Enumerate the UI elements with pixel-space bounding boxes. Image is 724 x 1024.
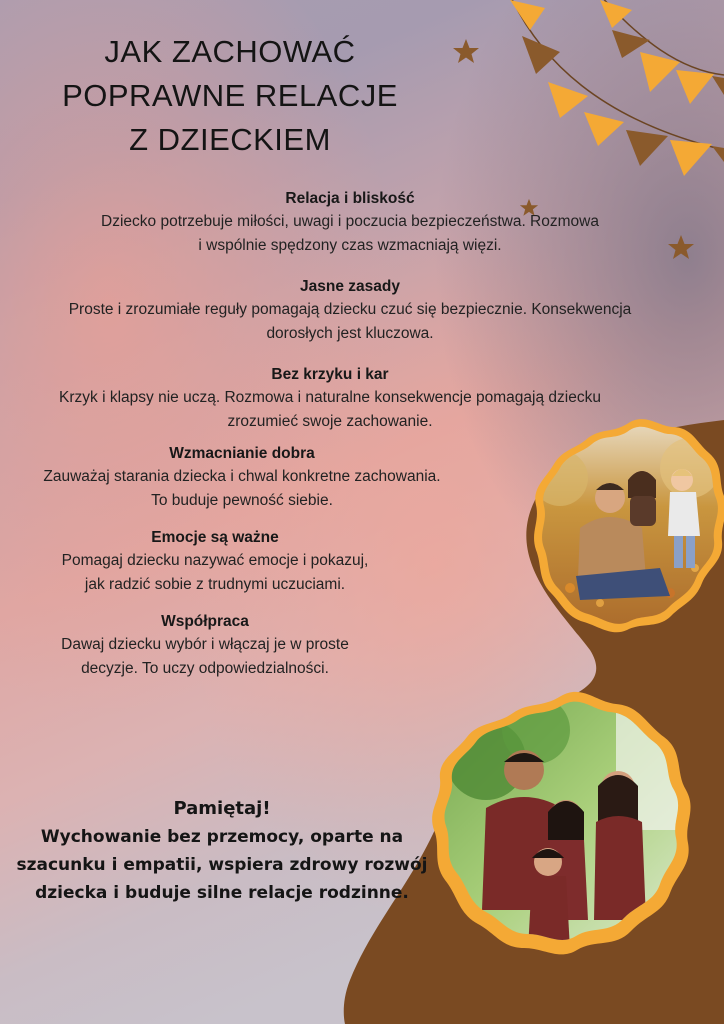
section-wspolpraca <box>20 611 390 681</box>
page-title <box>30 30 430 162</box>
section-wzmacnianie <box>0 443 484 513</box>
section-heading: Relacja i bliskość <box>285 190 415 207</box>
section-heading: Wzmacnianie dobra <box>169 445 315 462</box>
title-line: Z DZIECKIEM <box>129 122 331 157</box>
section-body: Pomagaj dziecku nazywać emocje i pokazuj, jak radzić sobie z trudnymi uczuciami. <box>61 552 369 593</box>
section-relacja <box>40 188 660 258</box>
title-line: JAK ZACHOWAĆ <box>104 34 356 69</box>
section-heading: Bez krzyku i kar <box>271 366 389 383</box>
reminder-heading: Pamiętaj! <box>173 798 271 819</box>
section-body: Zauważaj starania dziecka i chwal konkretne zachowania. To buduje pewność siebie. <box>43 468 441 509</box>
section-zasady <box>10 276 690 346</box>
section-heading: Współpraca <box>161 613 249 630</box>
section-emocje <box>20 527 410 597</box>
section-heading: Emocje są ważne <box>151 529 279 546</box>
title-line: POPRAWNE RELACJE <box>62 78 398 113</box>
reminder-box <box>0 795 444 907</box>
section-body: Dawaj dziecku wybór i włączaj je w proste decyzje. To uczy odpowiedzialności. <box>61 636 349 677</box>
section-body: Proste i zrozumiałe reguły pomagają dziecku czuć się bezpiecznie. Konsekwencja dorosłych jest kluczowa. <box>68 301 632 342</box>
section-body: Krzyk i klapsy nie uczą. Rozmowa i naturalne konsekwencje pomagają dziecku zrozumieć swoje zachowanie. <box>59 389 601 430</box>
section-heading: Jasne zasady <box>300 278 400 295</box>
family-portrait-photo <box>416 690 706 972</box>
family-autumn-photo <box>530 418 724 640</box>
section-body: Dziecko potrzebuje miłości, uwagi i poczucia bezpieczeństwa. Rozmowa i wspólnie spędzony czas wzmacniają więzi. <box>101 213 599 254</box>
reminder-body: Wychowanie bez przemocy, oparte na szacunku i empatii, wspiera zdrowy rozwój dziecka i buduje silne relacje rodzinne. <box>16 827 428 903</box>
